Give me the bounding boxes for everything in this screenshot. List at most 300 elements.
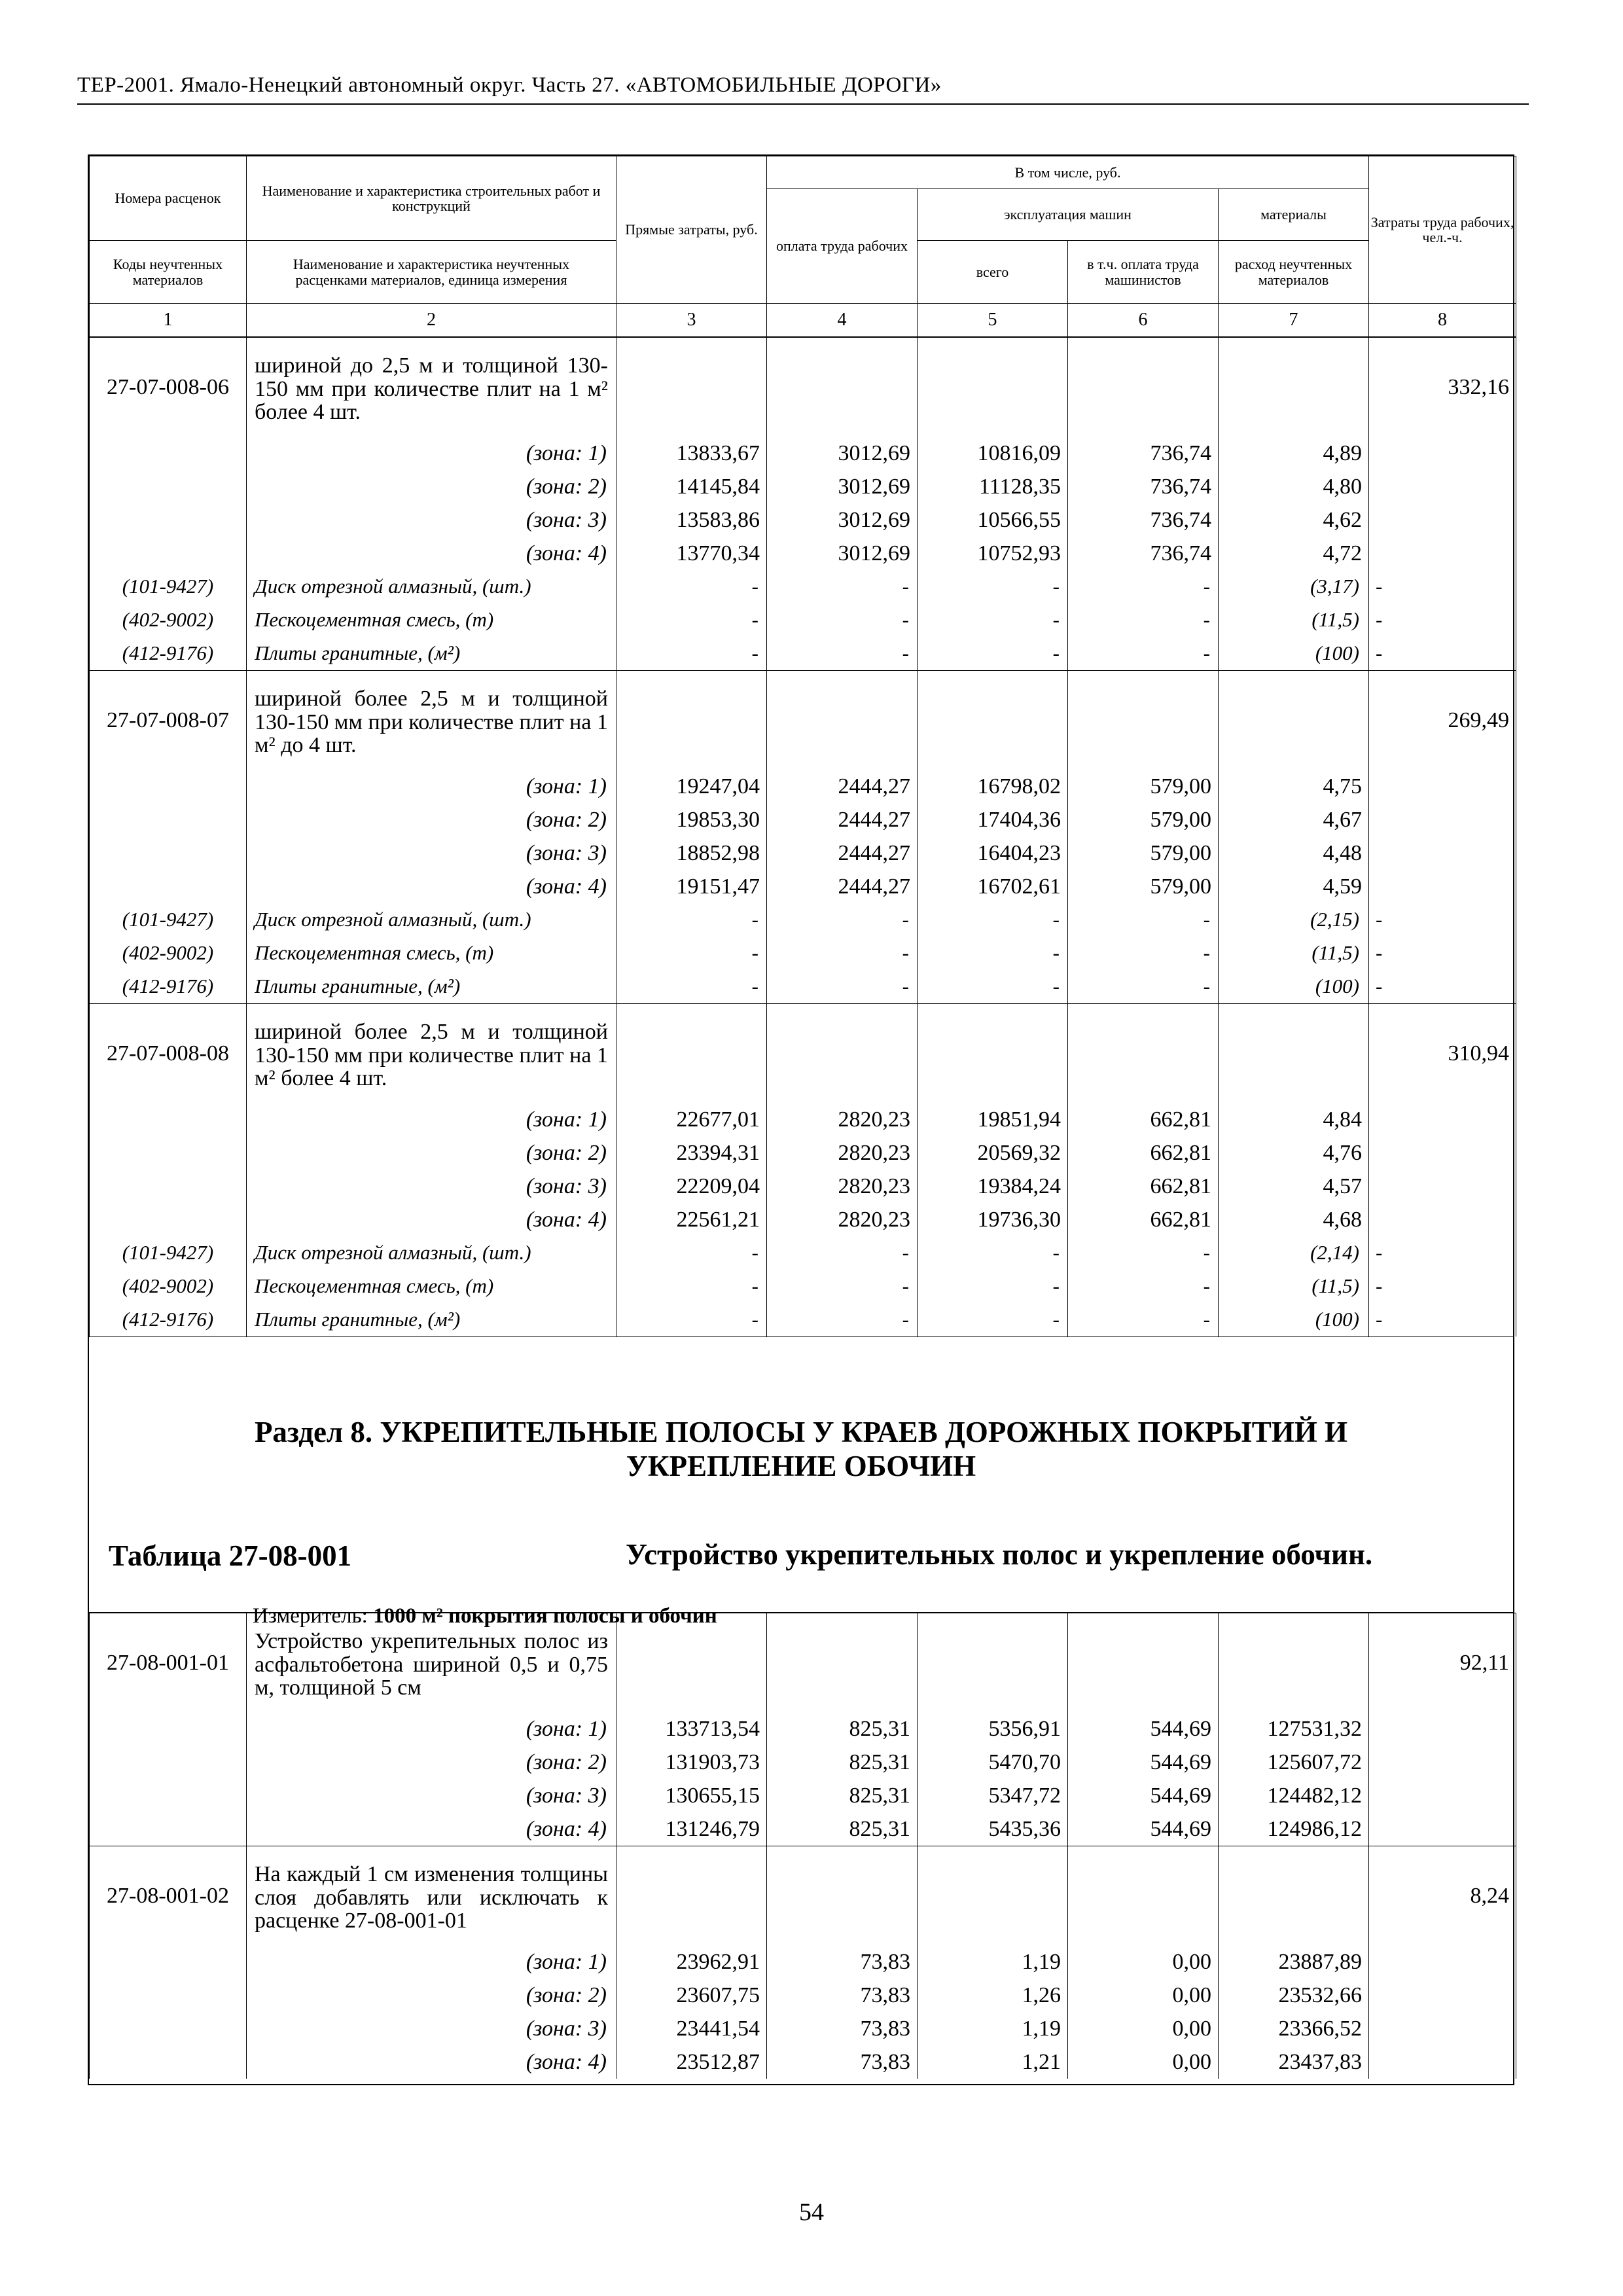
zone-row <box>90 1945 1516 1979</box>
materials-cost: 4,89 <box>1219 437 1369 470</box>
empty-cell <box>1369 2045 1516 2079</box>
zone-label: (зона: 3) <box>247 1779 616 1812</box>
material-qty: (100) <box>1219 970 1369 1004</box>
materials-header: материалы <box>1219 189 1369 241</box>
wage-cost: 825,31 <box>767 1812 918 1846</box>
zone-label: (зона: 4) <box>247 870 616 903</box>
empty-cell <box>767 671 918 770</box>
dash-cell: - <box>918 903 1068 937</box>
empty-cell <box>1369 836 1516 870</box>
material-row <box>90 903 1516 937</box>
direct-cost: 18852,98 <box>616 836 767 870</box>
machinist-wage: 544,69 <box>1068 1712 1219 1746</box>
dash-cell: - <box>616 1236 767 1270</box>
zone-label: (зона: 3) <box>247 836 616 870</box>
direct-cost: 131903,73 <box>616 1746 767 1779</box>
material-name: Пескоцементная смесь, (т) <box>247 1270 616 1303</box>
zone-label: (зона: 1) <box>247 770 616 803</box>
zone-label: (зона: 2) <box>247 470 616 503</box>
empty-cell <box>90 1136 247 1170</box>
empty-cell <box>1369 1746 1516 1779</box>
empty-cell <box>90 2045 247 2079</box>
zone-row <box>90 1136 1516 1170</box>
materials-cost: 4,59 <box>1219 870 1369 903</box>
machine-cost: 1,21 <box>918 2045 1068 2079</box>
empty-cell <box>1219 338 1369 437</box>
rate-code: 27-07-008-07 <box>90 671 247 770</box>
dash-cell: - <box>767 970 918 1004</box>
machinist-wage: 662,81 <box>1068 1136 1219 1170</box>
dash-cell: - <box>767 637 918 671</box>
direct-cost: 22677,01 <box>616 1103 767 1136</box>
material-name: Плиты гранитные, (м²) <box>247 1303 616 1336</box>
zone-label: (зона: 1) <box>247 1103 616 1136</box>
machine-cost: 19851,94 <box>918 1103 1068 1136</box>
empty-cell <box>90 1712 247 1746</box>
col6-header: в т.ч. оплата труда машинистов <box>1068 241 1219 304</box>
machine-cost: 1,26 <box>918 1979 1068 2012</box>
materials-cost: 124482,12 <box>1219 1779 1369 1812</box>
zone-label: (зона: 2) <box>247 1136 616 1170</box>
zone-label: (зона: 2) <box>247 803 616 836</box>
material-code: (402-9002) <box>90 603 247 637</box>
zone-row <box>90 836 1516 870</box>
empty-cell <box>1369 2012 1516 2045</box>
rates-body-section8 <box>89 1613 1516 2079</box>
material-qty: (2,14) <box>1219 1236 1369 1270</box>
empty-cell <box>1369 770 1516 803</box>
direct-cost: 19151,47 <box>616 870 767 903</box>
column-number: 1 <box>90 304 247 337</box>
empty-cell <box>1369 1945 1516 1979</box>
dash-cell: - <box>1068 1236 1219 1270</box>
rate-row <box>90 338 1516 437</box>
rate-description: На каждый 1 см изменения толщины слоя добавлять или исключать к расценке 27-08-001-01 <box>247 1846 616 1946</box>
material-row <box>90 603 1516 637</box>
machine-cost: 19736,30 <box>918 1203 1068 1236</box>
material-code: (412-9176) <box>90 970 247 1004</box>
empty-cell <box>767 1846 918 1946</box>
empty-cell <box>1369 437 1516 470</box>
zone-row <box>90 1746 1516 1779</box>
wage-cost: 825,31 <box>767 1746 918 1779</box>
zone-row <box>90 1812 1516 1846</box>
rates-table-frame <box>88 154 1514 2085</box>
zone-label: (зона: 1) <box>247 437 616 470</box>
direct-cost: 22209,04 <box>616 1170 767 1203</box>
wage-cost: 825,31 <box>767 1712 918 1746</box>
machinist-wage: 662,81 <box>1068 1103 1219 1136</box>
machinist-wage: 0,00 <box>1068 2045 1219 2079</box>
material-qty: (100) <box>1219 637 1369 671</box>
direct-cost: 13770,34 <box>616 537 767 570</box>
zone-label: (зона: 4) <box>247 1203 616 1236</box>
wage-cost: 2444,27 <box>767 770 918 803</box>
empty-cell <box>1068 338 1219 437</box>
materials-cost: 4,84 <box>1219 1103 1369 1136</box>
rate-row <box>90 671 1516 770</box>
dash-cell: - <box>1068 637 1219 671</box>
machinist-wage: 0,00 <box>1068 1979 1219 2012</box>
dash-cell: - <box>1369 1236 1516 1270</box>
dash-cell: - <box>918 570 1068 603</box>
direct-cost: 23512,87 <box>616 2045 767 2079</box>
dash-cell: - <box>767 903 918 937</box>
zone-label: (зона: 3) <box>247 1170 616 1203</box>
dash-cell: - <box>1068 937 1219 970</box>
labor-cost: 332,16 <box>1369 338 1516 437</box>
dash-cell: - <box>616 637 767 671</box>
machine-cost: 19384,24 <box>918 1170 1068 1203</box>
empty-cell <box>767 1004 918 1103</box>
rate-description: шириной более 2,5 м и толщиной 130-150 мм при количестве плит на 1 м² более 4 шт. <box>247 1004 616 1103</box>
material-row <box>90 937 1516 970</box>
direct-cost: 14145,84 <box>616 470 767 503</box>
direct-cost: 19247,04 <box>616 770 767 803</box>
rate-code: 27-07-008-06 <box>90 338 247 437</box>
zone-label: (зона: 2) <box>247 1979 616 2012</box>
dash-cell: - <box>1068 603 1219 637</box>
section-title-line1: Раздел 8. УКРЕПИТЕЛЬНЫЕ ПОЛОСЫ У КРАЕВ ДОРОЖНЫХ ПОКРЫТИЙ И <box>254 1416 1348 1448</box>
material-code: (101-9427) <box>90 570 247 603</box>
rate-row <box>90 1846 1516 1946</box>
empty-cell <box>90 2012 247 2045</box>
machinist-wage: 662,81 <box>1068 1170 1219 1203</box>
machinist-wage: 736,74 <box>1068 437 1219 470</box>
empty-cell <box>1369 503 1516 537</box>
col4-header: оплата труда рабочих <box>767 189 918 304</box>
section-title-line2: УКРЕПЛЕНИЕ ОБОЧИН <box>626 1449 976 1482</box>
empty-cell <box>1369 1812 1516 1846</box>
rate-code: 27-07-008-08 <box>90 1004 247 1103</box>
wage-cost: 2820,23 <box>767 1170 918 1203</box>
dash-cell: - <box>616 903 767 937</box>
empty-cell <box>616 338 767 437</box>
empty-cell <box>90 1945 247 1979</box>
materials-cost: 4,57 <box>1219 1170 1369 1203</box>
machine-cost: 10816,09 <box>918 437 1068 470</box>
empty-cell <box>1219 1846 1369 1946</box>
col2-bottom-header: Наименование и характеристика неучтенных расценками материалов, единица измерения <box>247 241 616 304</box>
empty-cell <box>90 870 247 903</box>
empty-cell <box>1219 671 1369 770</box>
direct-cost: 13583,86 <box>616 503 767 537</box>
direct-cost: 23394,31 <box>616 1136 767 1170</box>
empty-cell <box>90 1170 247 1203</box>
dash-cell: - <box>1369 603 1516 637</box>
page-number: 54 <box>799 2198 824 2226</box>
dash-cell: - <box>1068 1303 1219 1336</box>
wage-cost: 2444,27 <box>767 870 918 903</box>
zone-row <box>90 537 1516 570</box>
empty-cell <box>90 1779 247 1812</box>
column-number: 8 <box>1369 304 1516 337</box>
dash-cell: - <box>1068 970 1219 1004</box>
empty-cell <box>1219 1004 1369 1103</box>
material-code: (402-9002) <box>90 937 247 970</box>
dash-cell: - <box>767 1303 918 1336</box>
section-header <box>89 1336 1513 1628</box>
dash-cell: - <box>616 570 767 603</box>
dash-cell: - <box>1369 1270 1516 1303</box>
empty-cell <box>1369 870 1516 903</box>
zone-label: (зона: 1) <box>247 1945 616 1979</box>
materials-cost: 4,80 <box>1219 470 1369 503</box>
table-title: Устройство укрепительных полос и укрепление обочин. <box>626 1538 1373 1571</box>
machine-cost: 5470,70 <box>918 1746 1068 1779</box>
meter-label: Измеритель: <box>253 1604 368 1628</box>
empty-cell <box>1068 1613 1219 1713</box>
running-header: ТЕР-2001. Ямало-Ненецкий автономный округ. Часть 27. «АВТОМОБИЛЬНЫЕ ДОРОГИ» <box>77 73 942 97</box>
empty-cell <box>90 470 247 503</box>
dash-cell: - <box>918 937 1068 970</box>
zone-row <box>90 2045 1516 2079</box>
machine-cost: 11128,35 <box>918 470 1068 503</box>
materials-cost: 23532,66 <box>1219 1979 1369 2012</box>
material-row <box>90 1236 1516 1270</box>
header-rule <box>77 103 1529 105</box>
wage-cost: 73,83 <box>767 1979 918 2012</box>
labor-cost: 310,94 <box>1369 1004 1516 1103</box>
material-code: (402-9002) <box>90 1270 247 1303</box>
machinist-wage: 579,00 <box>1068 770 1219 803</box>
zone-label: (зона: 4) <box>247 1812 616 1846</box>
empty-cell <box>1369 1779 1516 1812</box>
materials-cost: 4,67 <box>1219 803 1369 836</box>
empty-cell <box>918 671 1068 770</box>
including-header: В том числе, руб. <box>767 156 1369 189</box>
machinist-wage: 579,00 <box>1068 803 1219 836</box>
empty-cell <box>1369 1136 1516 1170</box>
materials-cost: 23437,83 <box>1219 2045 1369 2079</box>
empty-cell <box>918 1846 1068 1946</box>
zone-row <box>90 1712 1516 1746</box>
machine-cost: 20569,32 <box>918 1136 1068 1170</box>
empty-cell <box>1369 1103 1516 1136</box>
dash-cell: - <box>616 1303 767 1336</box>
machine-cost: 1,19 <box>918 2012 1068 2045</box>
empty-cell <box>1068 671 1219 770</box>
zone-row <box>90 1103 1516 1136</box>
machinist-wage: 736,74 <box>1068 470 1219 503</box>
direct-cost: 133713,54 <box>616 1712 767 1746</box>
machinist-wage: 544,69 <box>1068 1779 1219 1812</box>
meter-value: 1000 м² покрытия полосы и обочин <box>373 1604 717 1628</box>
section-title <box>89 1416 1513 1484</box>
empty-cell <box>1219 1613 1369 1713</box>
direct-cost: 23607,75 <box>616 1979 767 2012</box>
column-number: 6 <box>1068 304 1219 337</box>
col5-header: всего <box>918 241 1068 304</box>
empty-cell <box>90 770 247 803</box>
dash-cell: - <box>616 937 767 970</box>
dash-cell: - <box>1369 903 1516 937</box>
zone-row <box>90 1170 1516 1203</box>
zone-label: (зона: 1) <box>247 1712 616 1746</box>
dash-cell: - <box>918 970 1068 1004</box>
zone-row <box>90 503 1516 537</box>
dash-cell: - <box>767 937 918 970</box>
dash-cell: - <box>1068 1270 1219 1303</box>
machinist-wage: 0,00 <box>1068 1945 1219 1979</box>
materials-cost: 124986,12 <box>1219 1812 1369 1846</box>
machinist-wage: 544,69 <box>1068 1812 1219 1846</box>
machine-cost: 16404,23 <box>918 836 1068 870</box>
direct-cost: 130655,15 <box>616 1779 767 1812</box>
materials-cost: 127531,32 <box>1219 1712 1369 1746</box>
materials-cost: 23887,89 <box>1219 1945 1369 1979</box>
dash-cell: - <box>1068 570 1219 603</box>
materials-cost: 4,75 <box>1219 770 1369 803</box>
material-row <box>90 570 1516 603</box>
zone-row <box>90 1203 1516 1236</box>
wage-cost: 2820,23 <box>767 1203 918 1236</box>
empty-cell <box>1369 1170 1516 1203</box>
empty-cell <box>1369 1712 1516 1746</box>
material-code: (101-9427) <box>90 903 247 937</box>
col8-header: Затраты труда рабочих, чел.-ч. <box>1369 156 1516 304</box>
machinist-wage: 0,00 <box>1068 2012 1219 2045</box>
rate-code: 27-08-001-02 <box>90 1846 247 1946</box>
material-qty: (11,5) <box>1219 603 1369 637</box>
empty-cell <box>1068 1004 1219 1103</box>
dash-cell: - <box>767 570 918 603</box>
material-name: Диск отрезной алмазный, (шт.) <box>247 903 616 937</box>
empty-cell <box>90 836 247 870</box>
col7-header: расход неучтенных материалов <box>1219 241 1369 304</box>
machinist-wage: 662,81 <box>1068 1203 1219 1236</box>
machine-cost: 5435,36 <box>918 1812 1068 1846</box>
empty-cell <box>90 537 247 570</box>
zone-label: (зона: 4) <box>247 2045 616 2079</box>
dash-cell: - <box>767 1270 918 1303</box>
zone-row <box>90 2012 1516 2045</box>
header-table <box>89 156 1516 337</box>
wage-cost: 3012,69 <box>767 437 918 470</box>
empty-cell <box>1369 537 1516 570</box>
dash-cell: - <box>1369 1303 1516 1336</box>
col1-bottom-header: Коды неучтенных материалов <box>90 241 247 304</box>
material-name: Диск отрезной алмазный, (шт.) <box>247 1236 616 1270</box>
column-number: 7 <box>1219 304 1369 337</box>
materials-cost: 4,68 <box>1219 1203 1369 1236</box>
material-qty: (11,5) <box>1219 1270 1369 1303</box>
col2-top-header: Наименование и характеристика строительных работ и конструкций <box>247 156 616 241</box>
empty-cell <box>90 1203 247 1236</box>
empty-cell <box>1369 803 1516 836</box>
empty-cell <box>616 1846 767 1946</box>
empty-cell <box>918 1613 1068 1713</box>
zone-label: (зона: 4) <box>247 537 616 570</box>
dash-cell: - <box>767 1236 918 1270</box>
zone-row <box>90 770 1516 803</box>
zone-row <box>90 1779 1516 1812</box>
dash-cell: - <box>918 603 1068 637</box>
empty-cell <box>1369 1979 1516 2012</box>
dash-cell: - <box>1369 570 1516 603</box>
dash-cell: - <box>1369 970 1516 1004</box>
machine-cost: 1,19 <box>918 1945 1068 1979</box>
column-number: 3 <box>616 304 767 337</box>
material-row <box>90 1303 1516 1336</box>
rate-description: шириной более 2,5 м и толщиной 130-150 мм при количестве плит на 1 м² до 4 шт. <box>247 671 616 770</box>
empty-cell <box>90 437 247 470</box>
material-code: (101-9427) <box>90 1236 247 1270</box>
machinist-wage: 579,00 <box>1068 870 1219 903</box>
machine-cost: 5347,72 <box>918 1779 1068 1812</box>
col3-header: Прямые затраты, руб. <box>616 156 767 304</box>
empty-cell <box>90 1746 247 1779</box>
dash-cell: - <box>616 1270 767 1303</box>
wage-cost: 3012,69 <box>767 537 918 570</box>
rate-row <box>90 1004 1516 1103</box>
direct-cost: 19853,30 <box>616 803 767 836</box>
materials-cost: 23366,52 <box>1219 2012 1369 2045</box>
labor-cost: 269,49 <box>1369 671 1516 770</box>
wage-cost: 3012,69 <box>767 503 918 537</box>
machine-cost: 16702,61 <box>918 870 1068 903</box>
column-number: 5 <box>918 304 1068 337</box>
material-row <box>90 970 1516 1004</box>
materials-cost: 4,76 <box>1219 1136 1369 1170</box>
dash-cell: - <box>767 603 918 637</box>
material-code: (412-9176) <box>90 637 247 671</box>
empty-cell <box>1369 1203 1516 1236</box>
wage-cost: 2820,23 <box>767 1136 918 1170</box>
materials-cost: 4,62 <box>1219 503 1369 537</box>
dash-cell: - <box>1369 937 1516 970</box>
machine-cost: 16798,02 <box>918 770 1068 803</box>
machine-cost: 17404,36 <box>918 803 1068 836</box>
empty-cell <box>90 1812 247 1846</box>
machine-cost: 5356,91 <box>918 1712 1068 1746</box>
dash-cell: - <box>1369 637 1516 671</box>
direct-cost: 23962,91 <box>616 1945 767 1979</box>
materials-cost: 125607,72 <box>1219 1746 1369 1779</box>
empty-cell <box>1068 1846 1219 1946</box>
empty-cell <box>90 803 247 836</box>
direct-cost: 22561,21 <box>616 1203 767 1236</box>
zone-row <box>90 1979 1516 2012</box>
wage-cost: 2444,27 <box>767 803 918 836</box>
zone-row <box>90 803 1516 836</box>
empty-cell <box>616 1004 767 1103</box>
materials-cost: 4,72 <box>1219 537 1369 570</box>
wage-cost: 73,83 <box>767 1945 918 1979</box>
rate-code: 27-08-001-01 <box>90 1613 247 1713</box>
machinist-wage: 579,00 <box>1068 836 1219 870</box>
labor-cost: 8,24 <box>1369 1846 1516 1946</box>
material-name: Плиты гранитные, (м²) <box>247 970 616 1004</box>
machinist-wage: 736,74 <box>1068 537 1219 570</box>
zone-label: (зона: 3) <box>247 503 616 537</box>
wage-cost: 2444,27 <box>767 836 918 870</box>
empty-cell <box>918 1004 1068 1103</box>
wage-cost: 2820,23 <box>767 1103 918 1136</box>
zone-row <box>90 470 1516 503</box>
direct-cost: 131246,79 <box>616 1812 767 1846</box>
column-number: 4 <box>767 304 918 337</box>
dash-cell: - <box>918 1270 1068 1303</box>
machines-header: эксплуатация машин <box>918 189 1219 241</box>
zone-label: (зона: 2) <box>247 1746 616 1779</box>
wage-cost: 825,31 <box>767 1779 918 1812</box>
material-qty: (2,15) <box>1219 903 1369 937</box>
dash-cell: - <box>616 970 767 1004</box>
wage-cost: 73,83 <box>767 2012 918 2045</box>
empty-cell <box>90 1979 247 2012</box>
material-qty: (11,5) <box>1219 937 1369 970</box>
